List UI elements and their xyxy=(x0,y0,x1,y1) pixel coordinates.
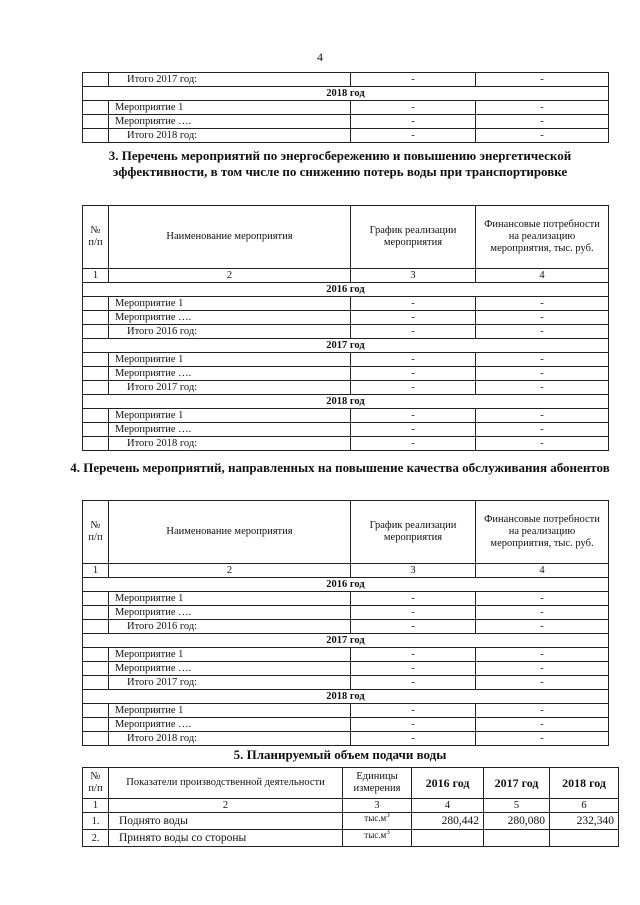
header-row xyxy=(83,768,619,799)
column-number: 2 xyxy=(109,799,343,813)
schedule-cell: - xyxy=(351,409,476,423)
table-row xyxy=(83,423,609,437)
schedule-cell: - xyxy=(351,718,476,732)
row-number-cell xyxy=(83,423,109,437)
unit-superscript: 3 xyxy=(386,829,390,836)
row-number-cell xyxy=(83,129,109,143)
column-number: 4 xyxy=(412,799,484,813)
table-row xyxy=(83,353,609,367)
column-number: 6 xyxy=(550,799,619,813)
table-row xyxy=(83,813,619,830)
year-header: 2016 год xyxy=(83,578,609,592)
finance-cell: - xyxy=(476,732,609,746)
item-name: Мероприятие 1 xyxy=(109,101,351,115)
indicator-name: Поднято воды xyxy=(109,813,343,830)
finance-cell: - xyxy=(476,101,609,115)
row-number-cell xyxy=(83,353,109,367)
total-label: Итого 2017 год: xyxy=(109,381,351,395)
column-number: 5 xyxy=(484,799,550,813)
table-row xyxy=(83,606,609,620)
header-indicator: Показатели производственной деятельности xyxy=(109,768,343,799)
table-row xyxy=(83,409,609,423)
schedule-cell: - xyxy=(351,423,476,437)
column-number: 2 xyxy=(109,564,351,578)
indicator-name: Принято воды со стороны xyxy=(109,830,343,847)
row-number-cell xyxy=(83,592,109,606)
item-name: Мероприятие 1 xyxy=(109,409,351,423)
finance-cell: - xyxy=(476,115,609,129)
section4-table xyxy=(82,500,609,746)
item-name: Мероприятие 1 xyxy=(109,353,351,367)
year-row xyxy=(83,283,609,297)
row-number-cell xyxy=(83,73,109,87)
item-name: Мероприятие …. xyxy=(109,606,351,620)
schedule-cell: - xyxy=(351,592,476,606)
column-number: 3 xyxy=(351,269,476,283)
section3-table xyxy=(82,205,609,451)
row-number: 2. xyxy=(83,830,109,847)
finance-cell: - xyxy=(476,437,609,451)
finance-cell: - xyxy=(476,73,609,87)
finance-cell: - xyxy=(476,297,609,311)
table-row xyxy=(83,718,609,732)
finance-cell: - xyxy=(476,325,609,339)
row-number-cell xyxy=(83,676,109,690)
unit-text: тыс.м xyxy=(364,830,387,840)
value-2017 xyxy=(484,830,550,847)
table-row xyxy=(83,115,609,129)
value-2016: 280,442 xyxy=(412,813,484,830)
item-name: Мероприятие …. xyxy=(109,718,351,732)
row-number-cell xyxy=(83,648,109,662)
header-2018: 2018 год xyxy=(550,768,619,799)
finance-cell: - xyxy=(476,423,609,437)
header-schedule: График реализации мероприятия xyxy=(351,501,476,564)
total-label: Итого 2018 год: xyxy=(109,437,351,451)
year-header: 2018 год xyxy=(83,395,609,409)
total-row xyxy=(83,437,609,451)
schedule-cell: - xyxy=(351,297,476,311)
column-number: 3 xyxy=(343,799,412,813)
total-label: Итого 2018 год: xyxy=(109,732,351,746)
table-row xyxy=(83,830,619,847)
schedule-cell: - xyxy=(351,606,476,620)
table-row xyxy=(83,129,609,143)
year-header: 2016 год xyxy=(83,283,609,297)
total-label: Итого 2018 год: xyxy=(109,129,351,143)
year-header: 2018 год xyxy=(83,690,609,704)
row-number-cell xyxy=(83,718,109,732)
header-number: № п/п xyxy=(83,768,109,799)
column-number: 4 xyxy=(476,564,609,578)
row-number: 1. xyxy=(83,813,109,830)
unit-superscript: 3 xyxy=(386,812,390,819)
year-header: 2017 год xyxy=(83,339,609,353)
schedule-cell: - xyxy=(351,101,476,115)
total-row xyxy=(83,381,609,395)
column-number-row xyxy=(83,269,609,283)
item-name: Мероприятие 1 xyxy=(109,648,351,662)
finance-cell: - xyxy=(476,676,609,690)
schedule-cell: - xyxy=(351,311,476,325)
finance-cell: - xyxy=(476,311,609,325)
row-number-cell xyxy=(83,311,109,325)
year-header: 2017 год xyxy=(83,634,609,648)
schedule-cell: - xyxy=(351,662,476,676)
column-number-row xyxy=(83,799,619,813)
item-name: Мероприятие 1 xyxy=(109,592,351,606)
schedule-cell: - xyxy=(351,620,476,634)
header-finance: Финансовые потребности на реализацию мероприятия, тыс. руб. xyxy=(476,501,609,564)
schedule-cell: - xyxy=(351,367,476,381)
column-number: 4 xyxy=(476,269,609,283)
table-row xyxy=(83,311,609,325)
schedule-cell: - xyxy=(351,115,476,129)
row-number-cell xyxy=(83,606,109,620)
year-row xyxy=(83,634,609,648)
table-row xyxy=(83,367,609,381)
total-label: Итого 2016 год: xyxy=(109,620,351,634)
top-table-continuation xyxy=(82,72,609,143)
column-number: 3 xyxy=(351,564,476,578)
item-name: Мероприятие …. xyxy=(109,662,351,676)
row-number-cell xyxy=(83,437,109,451)
table-row xyxy=(83,101,609,115)
header-name: Наименование мероприятия xyxy=(109,501,351,564)
finance-cell: - xyxy=(476,592,609,606)
schedule-cell: - xyxy=(351,353,476,367)
row-number-cell xyxy=(83,732,109,746)
total-label: Итого 2016 год: xyxy=(109,325,351,339)
table-row xyxy=(83,662,609,676)
value-2018: 232,340 xyxy=(550,813,619,830)
schedule-cell: - xyxy=(351,381,476,395)
unit-cell xyxy=(343,813,412,830)
column-number: 1 xyxy=(83,799,109,813)
page-number: 4 xyxy=(317,50,323,64)
total-row xyxy=(83,325,609,339)
row-number-cell xyxy=(83,325,109,339)
value-2016 xyxy=(412,830,484,847)
row-number-cell xyxy=(83,662,109,676)
table-row xyxy=(83,297,609,311)
header-unit: Единицы измерения xyxy=(343,768,412,799)
section4-title: 4. Перечень мероприятий, направленных на повышение качества обслуживания абонентов xyxy=(70,460,610,475)
total-row xyxy=(83,620,609,634)
total-label: Итого 2017 год: xyxy=(109,676,351,690)
table-row xyxy=(83,592,609,606)
header-row xyxy=(83,206,609,269)
finance-cell: - xyxy=(476,367,609,381)
item-name: Мероприятие …. xyxy=(109,367,351,381)
table-row xyxy=(83,87,609,101)
schedule-cell: - xyxy=(351,676,476,690)
finance-cell: - xyxy=(476,648,609,662)
item-name: Мероприятие 1 xyxy=(109,704,351,718)
finance-cell: - xyxy=(476,381,609,395)
table-row xyxy=(83,73,609,87)
section3-title: 3. Перечень мероприятий по энергосбережению и повышению энергетической эффективности, в том числе по снижению потерь воды при транспортировке xyxy=(108,148,572,179)
row-number-cell xyxy=(83,704,109,718)
value-2017: 280,080 xyxy=(484,813,550,830)
finance-cell: - xyxy=(476,704,609,718)
column-number: 1 xyxy=(83,564,109,578)
row-number-cell xyxy=(83,115,109,129)
finance-cell: - xyxy=(476,718,609,732)
year-header: 2018 год xyxy=(83,87,609,101)
unit-text: тыс.м xyxy=(364,813,387,823)
table-row xyxy=(83,704,609,718)
finance-cell: - xyxy=(476,606,609,620)
finance-cell: - xyxy=(476,409,609,423)
total-label: Итого 2017 год: xyxy=(109,73,351,87)
item-name: Мероприятие …. xyxy=(109,115,351,129)
header-name: Наименование мероприятия xyxy=(109,206,351,269)
finance-cell: - xyxy=(476,620,609,634)
column-number: 1 xyxy=(83,269,109,283)
column-number: 2 xyxy=(109,269,351,283)
header-row xyxy=(83,501,609,564)
header-schedule: График реализации мероприятия xyxy=(351,206,476,269)
row-number-cell xyxy=(83,101,109,115)
total-row xyxy=(83,676,609,690)
row-number-cell xyxy=(83,381,109,395)
header-number: № п/п xyxy=(83,501,109,564)
schedule-cell: - xyxy=(351,129,476,143)
unit-cell xyxy=(343,830,412,847)
table-row xyxy=(83,648,609,662)
schedule-cell: - xyxy=(351,437,476,451)
header-number: № п/п xyxy=(83,206,109,269)
schedule-cell: - xyxy=(351,732,476,746)
row-number-cell xyxy=(83,620,109,634)
header-2017: 2017 год xyxy=(484,768,550,799)
finance-cell: - xyxy=(476,662,609,676)
value-2018 xyxy=(550,830,619,847)
schedule-cell: - xyxy=(351,648,476,662)
year-row xyxy=(83,578,609,592)
item-name: Мероприятие 1 xyxy=(109,297,351,311)
schedule-cell: - xyxy=(351,73,476,87)
year-row xyxy=(83,690,609,704)
item-name: Мероприятие …. xyxy=(109,423,351,437)
row-number-cell xyxy=(83,409,109,423)
finance-cell: - xyxy=(476,129,609,143)
finance-cell: - xyxy=(476,353,609,367)
year-row xyxy=(83,339,609,353)
header-finance: Финансовые потребности на реализацию мероприятия, тыс. руб. xyxy=(476,206,609,269)
year-row xyxy=(83,395,609,409)
row-number-cell xyxy=(83,297,109,311)
schedule-cell: - xyxy=(351,704,476,718)
schedule-cell: - xyxy=(351,325,476,339)
item-name: Мероприятие …. xyxy=(109,311,351,325)
total-row xyxy=(83,732,609,746)
section5-title: 5. Планируемый объем подачи воды xyxy=(233,747,447,762)
column-number-row xyxy=(83,564,609,578)
section5-table xyxy=(82,767,619,847)
header-2016: 2016 год xyxy=(412,768,484,799)
row-number-cell xyxy=(83,367,109,381)
